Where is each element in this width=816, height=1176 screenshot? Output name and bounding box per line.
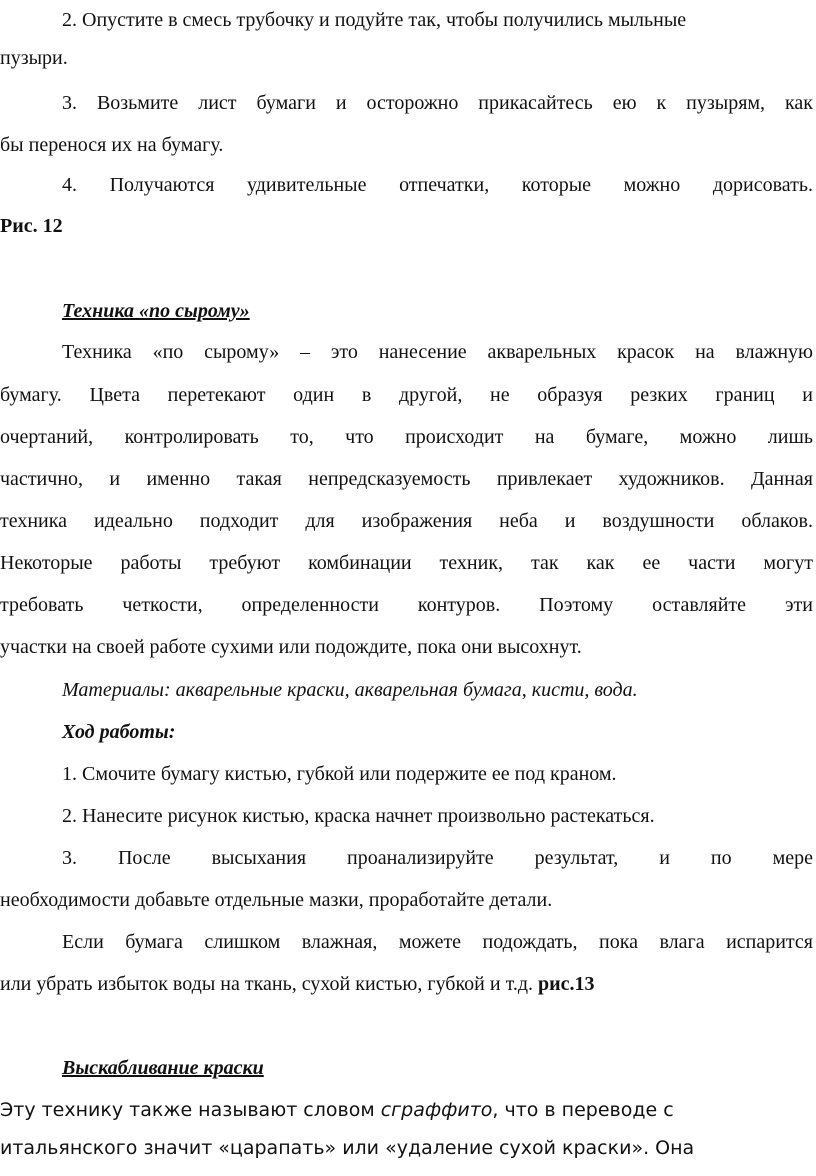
paragraph-line: требовать четкости, определенности контуров. Поэтому оставляйте эти (0, 594, 813, 616)
workflow-heading: Ход работы: (62, 721, 176, 743)
paragraph-line: очертаний, контролировать то, что происходит на бумаге, можно лишь (0, 426, 813, 448)
paragraph-line: Техника «по сырому» – это нанесение акварельных красок на влажную (62, 341, 813, 363)
figure-reference-12: Рис. 12 (0, 215, 63, 237)
workflow-step-3-line-2: необходимости добавьте отдельные мазки, проработайте детали. (0, 889, 553, 911)
step-2-line-2: пузыри. (0, 47, 68, 69)
section-heading-scraping: Выскабливание краски (62, 1057, 264, 1079)
sgraffito-term: сграффито (380, 1099, 493, 1121)
step-3-line-1: 3. Возьмите лист бумаги и осторожно прикасайтесь ею к пузырям, как (62, 92, 813, 114)
workflow-step-1: 1. Смочите бумагу кистью, губкой или подержите ее под краном. (62, 763, 617, 785)
workflow-step-3-line-1: 3. После высыхания проанализируйте результат, и по мере (62, 847, 813, 869)
paragraph-line: Некоторые работы требуют комбинации техник, так как ее части могут (0, 552, 813, 574)
step-2-line-1: 2. Опустите в смесь трубочку и подуйте так, чтобы получились мыльные (62, 9, 687, 31)
figure-reference-13: рис.13 (538, 973, 595, 995)
step-4-line-1: 4. Получаются удивительные отпечатки, которые можно дорисовать. (62, 174, 813, 196)
paragraph-line: частично, и именно такая непредсказуемость привлекает художников. Данная (0, 468, 813, 490)
scraping-line-1-start: Эту технику также называют словом (0, 1099, 381, 1121)
step-3-line-2: бы перенося их на бумагу. (0, 134, 224, 156)
paragraph-line: участки на своей работе сухими или подождите, пока они высохнут. (0, 636, 582, 658)
materials-line: Материалы: акварельные краски, акварельная бумага, кисти, вода. (62, 679, 638, 701)
note-line-2 (0, 972, 595, 996)
section-heading-wet-technique: Техника «по сырому» (62, 300, 250, 322)
workflow-step-2: 2. Нанесите рисунок кистью, краска начнет произвольно растекаться. (62, 805, 655, 827)
note-line-2-text: или убрать избыток воды на ткань, сухой кистью, губкой и т.д. (0, 973, 533, 995)
paragraph-line: техника идеально подходит для изображения неба и воздушности облаков. (0, 510, 813, 532)
scraping-line-2: итальянского значит «царапать» или «удаление сухой краски». Она (0, 1137, 695, 1159)
paragraph-line: бумагу. Цвета перетекают один в другой, не образуя резких границ и (0, 384, 813, 406)
note-line-1: Если бумага слишком влажная, можете подождать, пока влага испарится (62, 931, 813, 953)
scraping-line-1 (0, 1098, 674, 1122)
scraping-line-1-end: , что в переводе с (492, 1099, 674, 1121)
